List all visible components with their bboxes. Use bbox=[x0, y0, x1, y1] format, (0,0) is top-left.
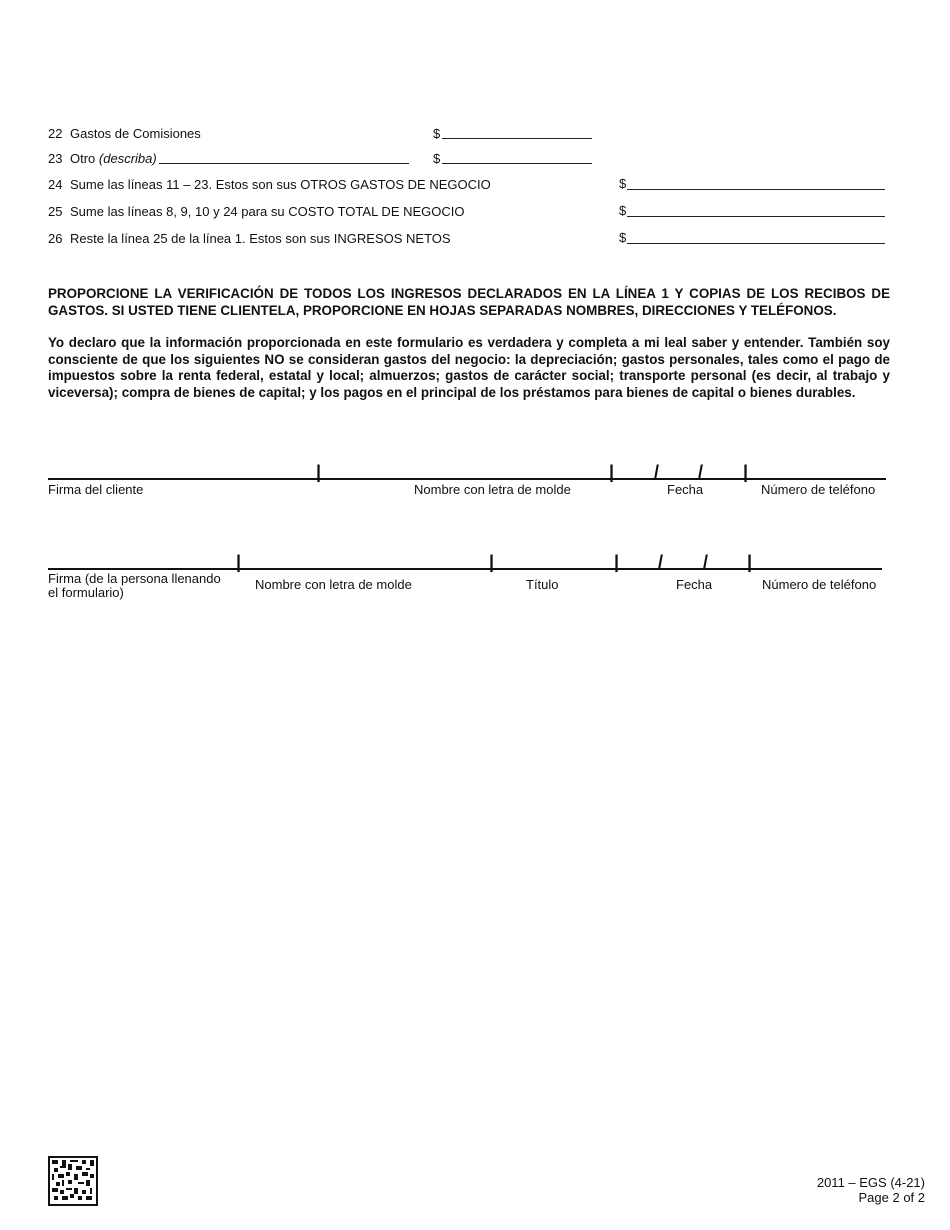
field-separator: | bbox=[614, 552, 620, 572]
line-24 bbox=[48, 177, 491, 192]
line-22-amount-field[interactable] bbox=[442, 138, 592, 139]
page-number: Page 2 of 2 bbox=[858, 1190, 925, 1205]
page-footer bbox=[817, 1175, 925, 1205]
verification-notice: PROPORCIONE LA VERIFICACIÓN DE TODOS LOS INGRESOS DECLARADOS EN LA LÍNEA 1 Y COPIAS DE LOS RECIBOS DE GASTOS. SI USTED TIENE CLIENTELA, PROPORCIONE EN HOJAS SEPARADAS NOMBRES, DIRECCIONES Y TELÉFONOS. bbox=[48, 286, 890, 318]
preparer-signature-label: Firma (de la persona llenando el formulario) bbox=[48, 571, 221, 600]
line-26-amount-field[interactable] bbox=[627, 243, 885, 244]
line-23-amount-field[interactable] bbox=[442, 163, 592, 164]
client-print-name-label: Nombre con letra de molde bbox=[414, 482, 571, 497]
field-separator: | bbox=[236, 552, 242, 572]
field-separator: | bbox=[316, 462, 322, 482]
dollar-sign: $ bbox=[433, 151, 441, 166]
dollar-sign: $ bbox=[619, 203, 627, 218]
line-23 bbox=[48, 151, 157, 166]
line-label: Otro bbox=[70, 151, 99, 166]
field-separator: | bbox=[747, 552, 753, 572]
line-label: Reste la línea 25 de la línea 1. Estos son sus INGRESOS NETOS bbox=[70, 231, 451, 246]
line-number: 26 bbox=[48, 231, 63, 246]
line-label-italic: (describa) bbox=[98, 151, 157, 166]
client-signature-label: Firma del cliente bbox=[48, 482, 144, 497]
preparer-date-label: Fecha bbox=[676, 577, 713, 592]
line-number: 25 bbox=[48, 204, 63, 219]
line-number: 23 bbox=[48, 151, 63, 166]
line-label: Gastos de Comisiones bbox=[70, 126, 201, 141]
line-22 bbox=[48, 126, 201, 141]
dollar-sign: $ bbox=[619, 230, 627, 245]
field-separator: | bbox=[489, 552, 495, 572]
dollar-sign: $ bbox=[433, 126, 441, 141]
line-23-describe-field[interactable] bbox=[159, 163, 409, 164]
form-id: 2011 – EGS (4-21) bbox=[816, 1175, 925, 1190]
barcode-2d bbox=[48, 1156, 98, 1206]
line-26 bbox=[48, 231, 451, 246]
line-label: Sume las líneas 11 – 23. Estos son sus OTROS GASTOS DE NEGOCIO bbox=[70, 177, 491, 192]
line-number: 24 bbox=[48, 177, 63, 192]
client-phone-label: Número de teléfono bbox=[761, 482, 876, 497]
preparer-title-label: Título bbox=[526, 577, 559, 592]
dollar-sign: $ bbox=[619, 176, 627, 191]
date-separator: / bbox=[698, 462, 704, 482]
line-25-amount-field[interactable] bbox=[627, 216, 885, 217]
line-label: Sume las líneas 8, 9, 10 y 24 para su COSTO TOTAL DE NEGOCIO bbox=[70, 204, 465, 219]
preparer-print-name-label: Nombre con letra de molde bbox=[255, 577, 412, 592]
preparer-signature-line[interactable] bbox=[48, 568, 882, 570]
field-separator: | bbox=[743, 462, 749, 482]
date-separator: / bbox=[654, 462, 660, 482]
line-25 bbox=[48, 204, 465, 219]
client-date-label: Fecha bbox=[667, 482, 704, 497]
preparer-phone-label: Número de teléfono bbox=[762, 577, 877, 592]
line-number: 22 bbox=[48, 126, 63, 141]
line-24-amount-field[interactable] bbox=[627, 189, 885, 190]
client-signature-line[interactable] bbox=[48, 478, 886, 480]
date-separator: / bbox=[658, 552, 664, 572]
date-separator: / bbox=[703, 552, 709, 572]
declaration-text: Yo declaro que la información proporcionada en este formulario es verdadera y completa a mi leal saber y entender. También soy consciente de que los siguientes NO se consideran gastos del negocio: la depreciación; gastos personales, tales como el pago de impuestos sobre la renta federal, estatal y local; almuerzos; gastos de carácter social; transporte personal (es decir, al trabajo y viceversa); compra de bienes de capital; y los pagos en el principal de los préstamos para bienes de capital o bienes durables. bbox=[48, 335, 890, 400]
field-separator: | bbox=[609, 462, 615, 482]
